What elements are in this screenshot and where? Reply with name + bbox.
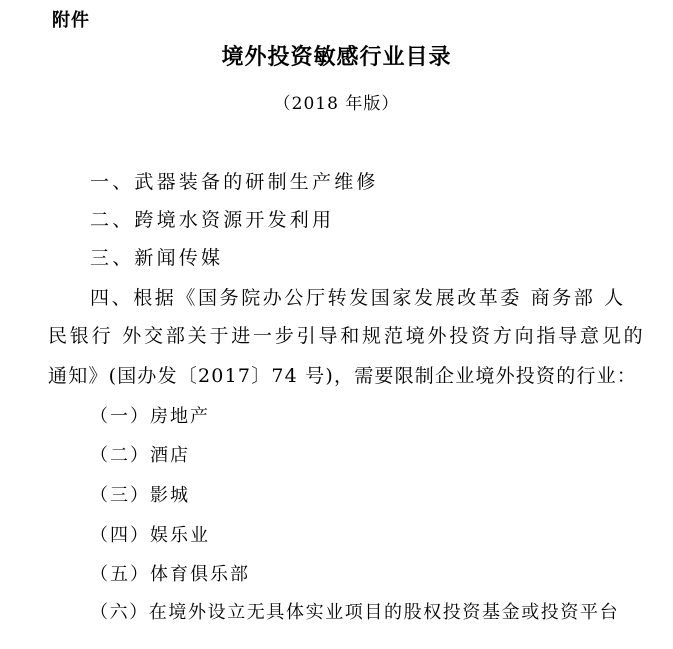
sub-item-3: （三）影城 xyxy=(90,485,190,506)
item-2: 二、跨境水资源开发利用 xyxy=(90,209,335,231)
sub-item-4: （四）娱乐业 xyxy=(90,525,210,546)
sub-item-5: （五）体育俱乐部 xyxy=(90,564,250,585)
item-4-line-2: 民银行 外交部关于进一步引导和规范境外投资方向指导意见的 xyxy=(48,325,646,347)
item-4-line-3: 通知》(国办发〔2017〕74 号)，需要限制企业境外投资的行业： xyxy=(48,365,637,387)
edition-label: （2018 年版） xyxy=(273,94,400,114)
item-4-line-1: 四、根据《国务院办公厅转发国家发展改革委 商务部 人 xyxy=(90,287,626,309)
item-3: 三、新闻传媒 xyxy=(90,247,224,269)
sub-item-2: （二）酒店 xyxy=(90,445,190,466)
item-1: 一、武器装备的研制生产维修 xyxy=(90,171,379,193)
attachment-label: 附件 xyxy=(52,10,90,31)
sub-item-1: （一）房地产 xyxy=(90,406,210,427)
document-title: 境外投资敏感行业目录 xyxy=(221,44,452,70)
sub-item-6: （六）在境外设立无具体实业项目的股权投资基金或投资平台 xyxy=(90,602,620,623)
